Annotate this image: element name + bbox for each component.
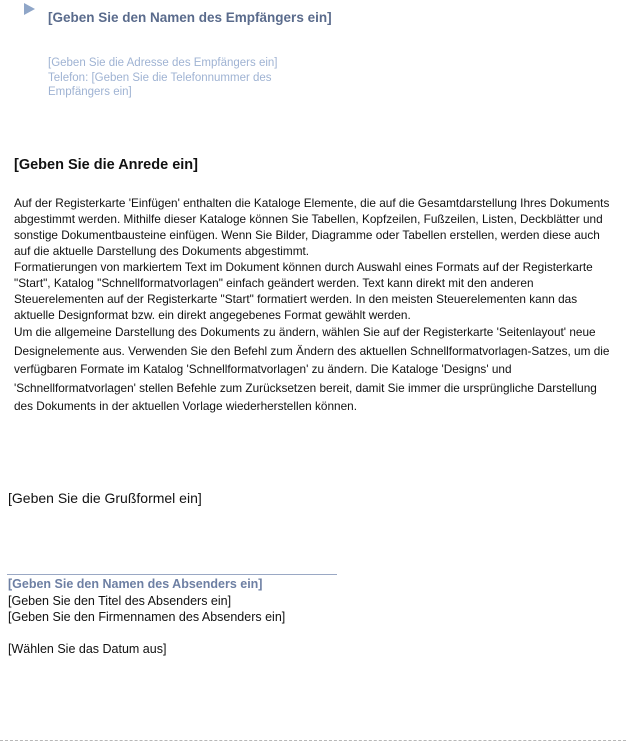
sender-name-field[interactable]: [Geben Sie den Namen des Absenders ein] xyxy=(8,577,263,591)
closing-field[interactable]: [Geben Sie die Grußformel ein] xyxy=(8,490,202,506)
body-paragraph-2: Formatierungen von markiertem Text im Dokument können durch Auswahl eines Formats auf der Registerkarte "Start", Katalog "Schnellformatvorlagen" einfach geändert werden. Text kann direkt mit den anderen Steuerelementen auf der Registerkarte "Start" formatiert werden. In den meisten Steuerelementen kann das aktuelle Designformat bzw. ein direkt angegebenes Format gewählt werden. xyxy=(14,260,593,322)
signature-line xyxy=(7,574,337,575)
recipient-address-block xyxy=(48,56,328,100)
recipient-name-field[interactable]: [Geben Sie den Namen des Empfängers ein] xyxy=(48,10,332,25)
sender-title-field[interactable]: [Geben Sie den Titel des Absenders ein] xyxy=(8,594,232,608)
letter-body xyxy=(14,195,610,416)
body-paragraph-1: Auf der Registerkarte 'Einfügen' enthalten die Kataloge Elemente, die auf die Gesamtdarstellung Ihres Dokuments abgestimmt werden. Mithilfe dieser Kataloge können Sie Tabellen, Kopfzeilen, Fußzeilen, Listen, Deckblätter und sonstige Dokumentbausteine einfügen. Wenn Sie Bilder, Diagramme oder Tabellen erstellen, werden diese auch auf die aktuelle Darstellung des Dokuments abgestimmt. xyxy=(14,196,610,258)
page-break-divider xyxy=(0,740,626,741)
sender-company-field[interactable]: [Geben Sie den Firmennamen des Absenders ein] xyxy=(8,610,286,624)
salutation-field[interactable]: [Geben Sie die Anrede ein] xyxy=(14,157,198,173)
date-picker-field[interactable]: [Wählen Sie das Datum aus] xyxy=(8,642,167,656)
recipient-address-field[interactable]: [Geben Sie die Adresse des Empfängers ein] xyxy=(48,57,278,69)
recipient-marker-icon xyxy=(24,3,35,15)
recipient-phone-field[interactable]: Telefon: [Geben Sie die Telefonnummer des Empfängers ein] xyxy=(48,71,272,98)
body-paragraph-3: Um die allgemeine Darstellung des Dokuments zu ändern, wählen Sie auf der Registerkarte 'Seitenlayout' neue Designelemente aus. Verwenden Sie den Befehl zum Ändern des aktuellen Schnellformatvorlagen-Satzes, um die verfügbaren Formate im Katalog 'Schnellformatvorlagen' zu ändern. Die Kataloge 'Designs' und 'Schnellformatvorlagen' stellen Befehle zum Zurücksetzen bereit, damit Sie immer die ursprüngliche Darstellung des Dokuments in der aktuellen Vorlage wiederherstellen können. xyxy=(14,325,610,413)
